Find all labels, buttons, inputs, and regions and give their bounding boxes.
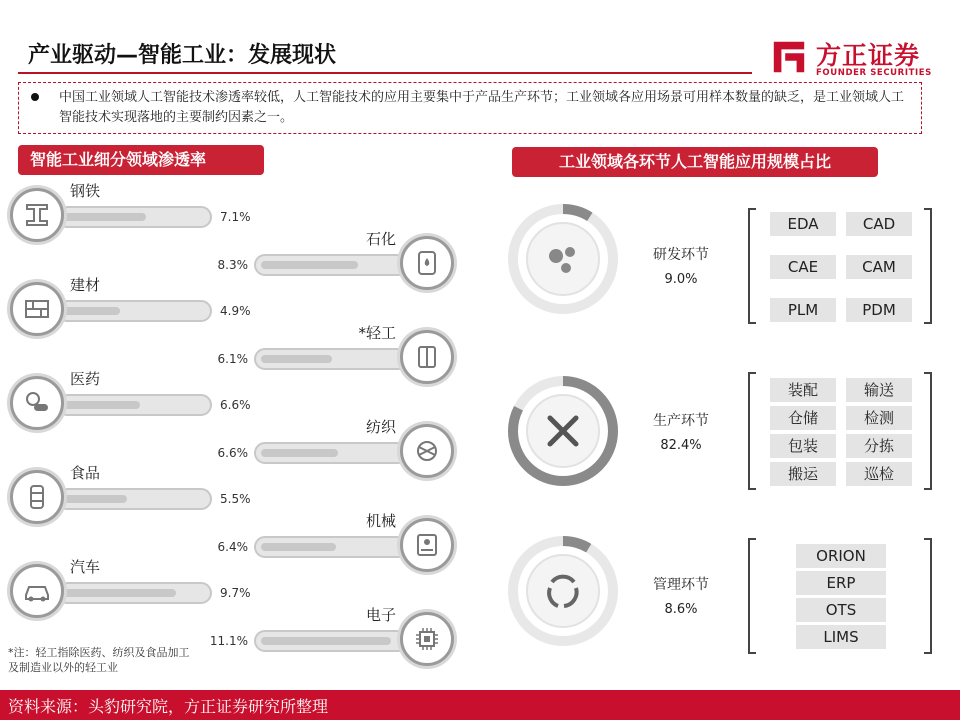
sector-name: 食品 — [70, 464, 101, 482]
penetration-bar-fill — [63, 589, 176, 597]
sector-icon-circle — [400, 612, 454, 666]
tag-management: OTS — [796, 598, 886, 622]
penetration-bar-fill — [63, 401, 140, 409]
management-share-ring — [502, 530, 624, 652]
penetration-bar — [56, 582, 212, 604]
tag-management: LIMS — [796, 625, 886, 649]
penetration-bar — [56, 394, 212, 416]
stage-value-rd: 9.0% — [664, 272, 698, 287]
sector-icon-circle — [10, 376, 64, 430]
pills-icon — [21, 387, 53, 419]
stage-value-management: 8.6% — [664, 602, 698, 617]
stage-name-rd: 研发环节 — [653, 247, 709, 263]
sector-penetration-value: 6.1% — [217, 352, 248, 366]
company-logo — [770, 36, 940, 80]
production-bracket-left — [748, 372, 756, 490]
sector-penetration-value: 6.6% — [217, 446, 248, 460]
penetration-section-title: 智能工业细分领域渗透率 — [18, 145, 264, 175]
tag-rd: CAD — [846, 212, 912, 236]
bullet-icon — [31, 93, 39, 101]
sector-icon-circle — [10, 282, 64, 336]
sector-penetration-value: 6.6% — [220, 398, 251, 412]
source-text: 资料来源：头豹研究院，方正证券研究所整理 — [8, 697, 329, 716]
penetration-bar-fill — [261, 261, 358, 269]
sector-penetration-value: 5.5% — [220, 492, 251, 506]
sector-icon-circle — [400, 424, 454, 478]
chip-icon — [411, 623, 443, 655]
stage-value-production: 82.4% — [660, 438, 702, 453]
title-divider — [18, 72, 752, 74]
sector-name: 电子 — [365, 606, 396, 624]
sector-name: 纺织 — [365, 418, 396, 436]
steel-beam-icon — [21, 199, 53, 231]
penetration-bar — [254, 348, 410, 370]
tag-rd: PLM — [770, 298, 836, 322]
penetration-bar — [254, 442, 410, 464]
bricks-icon — [21, 293, 53, 325]
penetration-bar-fill — [261, 355, 332, 363]
gears-machine-icon — [411, 529, 443, 561]
sector-icon-circle — [10, 470, 64, 524]
page-title: 产业驱动—智能工业：发展现状 — [28, 43, 337, 68]
sector-icon-circle — [10, 188, 64, 242]
sector-icon-circle — [400, 330, 454, 384]
penetration-bar-fill — [261, 637, 391, 645]
tag-rd: CAM — [846, 255, 912, 279]
paper-roll-icon — [411, 341, 443, 373]
sector-name: 医药 — [70, 370, 101, 388]
sector-name: 汽车 — [70, 558, 101, 576]
penetration-bar-fill — [63, 307, 120, 315]
tag-production: 搬运 — [770, 462, 836, 486]
tag-management: ORION — [796, 544, 886, 568]
tag-rd: CAE — [770, 255, 836, 279]
production-share-ring — [502, 370, 624, 492]
rd-bracket-right — [924, 208, 932, 324]
rd-share-ring — [502, 198, 624, 320]
logo-english-name: FOUNDER SECURITIES — [816, 68, 932, 78]
sector-name: 机械 — [365, 512, 396, 530]
ring-inner — [527, 555, 599, 627]
tag-production: 输送 — [846, 378, 912, 402]
stage-name-production: 生产环节 — [653, 413, 709, 429]
sector-penetration-value: 4.9% — [220, 304, 251, 318]
penetration-bar-fill — [261, 543, 336, 551]
sector-penetration-value: 11.1% — [209, 634, 248, 648]
sector-penetration-value: 9.7% — [220, 586, 251, 600]
footnote: *注：轻工指除医药、纺织及食品加工及制造业以外的轻工业 — [8, 646, 190, 674]
stage-name-management: 管理环节 — [653, 577, 709, 593]
source-footer — [0, 690, 960, 720]
rd-bracket-left — [748, 208, 756, 324]
management-bracket-right — [924, 538, 932, 654]
sector-name: 建材 — [70, 276, 101, 294]
founder-logo-icon — [770, 38, 808, 76]
penetration-bar-fill — [63, 495, 127, 503]
thread-spool-icon — [411, 435, 443, 467]
penetration-bar — [254, 254, 410, 276]
tag-production: 包装 — [770, 434, 836, 458]
penetration-bar-fill — [261, 449, 338, 457]
penetration-bar — [56, 488, 212, 510]
sector-penetration-value: 8.3% — [217, 258, 248, 272]
sector-icon-circle — [400, 518, 454, 572]
ring-inner — [527, 223, 599, 295]
summary-text: 中国工业领域人工智能技术渗透率较低，人工智能技术的应用主要集中于产品生产环节；工业领域各应用场景可用样本数量的缺乏，是工业领域人工智能技术实现落地的主要制约因素之一。 — [59, 90, 905, 125]
food-can-icon — [21, 481, 53, 513]
sector-icon-circle — [400, 236, 454, 290]
sector-icon-circle — [10, 564, 64, 618]
tag-production: 装配 — [770, 378, 836, 402]
tag-production: 仓储 — [770, 406, 836, 430]
tag-rd: EDA — [770, 212, 836, 236]
tag-production: 分拣 — [846, 434, 912, 458]
sector-name: 钢铁 — [70, 182, 101, 200]
penetration-bar — [56, 300, 212, 322]
summary-note — [18, 82, 922, 134]
tag-production: 检测 — [846, 406, 912, 430]
sector-penetration-value: 6.4% — [217, 540, 248, 554]
penetration-bar — [56, 206, 212, 228]
tag-management: ERP — [796, 571, 886, 595]
oil-barrel-icon — [411, 247, 443, 279]
tag-production: 巡检 — [846, 462, 912, 486]
logo-chinese-name: 方正证券 — [816, 41, 921, 70]
tag-rd: PDM — [846, 298, 912, 322]
sector-penetration-value: 7.1% — [220, 210, 251, 224]
stage-share-section-title: 工业领域各环节人工智能应用规模占比 — [512, 147, 878, 177]
car-icon — [21, 575, 53, 607]
penetration-bar — [254, 630, 410, 652]
production-bracket-right — [924, 372, 932, 490]
sector-name: 石化 — [365, 230, 396, 248]
management-bracket-left — [748, 538, 756, 654]
sector-name: *轻工 — [358, 324, 396, 342]
penetration-bar-fill — [63, 213, 146, 221]
penetration-bar — [254, 536, 410, 558]
